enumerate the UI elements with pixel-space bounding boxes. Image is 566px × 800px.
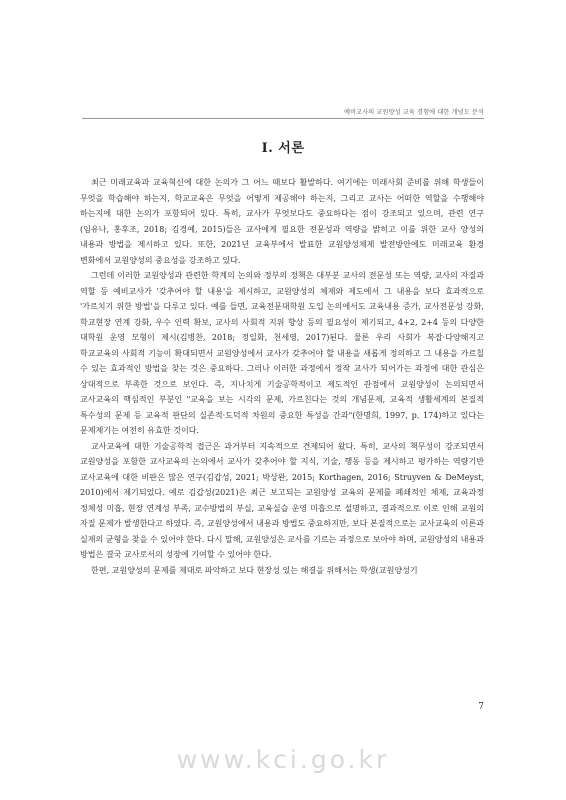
paragraph-3: 교사교육에 대한 기술공학적 접근은 과거부터 지속적으로 견제되어 왔다. 특히, 교사의 책무성이 강조되면서 교원양성을 포함한 교사교육의 논의에서 교사가 갖추어야 할 지식, 기술, 행동 등을 제시하고 평가하는 역량기반 교사교육에 대한 비판은 많은 연구(김갑성, 2021; 박상완, 2015; Korthagen, 2016; Struyven & DeMeyst, 2010)에서 제기되었다. 예로 김갑성(2021)은 최근 보고되는 교원양성 교육의 문제를 폐쇄적인 체제, 교육과정 정체성 미흡, 현장 연계성 부족, 교수방법의 부실, 교육실습 운영 미흡으로 설명하고, 결과적으로 이로 인해 교원의 자질 문제가 발생한다고 하였다. 즉, 교원양성에서 내용과 방법도 중요하지만, 보다 본질적으로는 교사교육의 이론과 실제의 균형을 찾을 수 있어야 한다. 다시 말해, 교원양성은 교사를 기르는 과정으로 보아야 하며, 교원양성의 내용과 방법은 결국 교사로서의 성장에 기여할 수 있어야 한다. bbox=[80, 441, 484, 559]
running-header: 예비교사의 교원양성 교육 경험에 대한 개념도 분석 bbox=[343, 109, 484, 116]
body-text bbox=[80, 175, 484, 578]
paragraph-1: 최근 미래교육과 교육혁신에 대한 논의가 그 어느 때보다 활발하다. 여기에는 미래사회 준비를 위해 학생들이 무엇을 학습해야 하는지, 학교교육은 무엇을 어떻게 제공해야 하는지, 그리고 교사는 어떠한 역할을 수행해야 하는지에 대한 논의가 포함되어 있다. 특히, 교사가 무엇보다도 중요하다는 점이 강조되고 있으며, 관련 연구(임유나, 홍후조, 2018; 김경예, 2015)들은 교사에게 필요한 전문성과 역량을 밝히고 이를 위한 교사 양성의 내용과 방법을 제시하고 있다. 또한, 2021년 교육부에서 발표한 교원양성체제 발전방안에도 미래교육 환경 변화에서 교원양성의 중요성을 강조하고 있다. bbox=[80, 178, 484, 265]
header-rule bbox=[82, 118, 484, 119]
page-number: 7 bbox=[478, 702, 484, 712]
section-title: Ⅰ. 서론 bbox=[261, 141, 305, 156]
watermark: www.kci.go.kr bbox=[176, 745, 390, 774]
paragraph-4: 한편, 교원양성의 문제를 제대로 파악하고 보다 현장성 있는 해결을 위해서는 학생(교원양성기 bbox=[91, 565, 418, 575]
paragraph-2: 그런데 이러한 교원양성과 관련한 학계의 논의와 정부의 정책은 대부분 교사의 전문성 또는 역량, 교사의 자질과 역할 등 예비교사가 '갖추어야 할 내용'을 제시하고, 교원양성의 체제와 제도에서 그 내용을 보다 효과적으로 '가르치기 위한 방법'을 다루고 있다. 예를 들면, 교육전문대학원 도입 논의에서도 교육내용 증가, 교사전문성 강화, 학교현장 연계 강화, 우수 인력 확보, 교사의 사회적 지위 향상 등의 필요성이 제기되고, 4+2, 2+4 등의 다양한 대학원 운영 모형이 제시(김병찬, 2018; 정일화, 천세영, 2017)된다. 물론 우리 사회가 복잡·다양해지고 학교교육의 사회적 기능이 확대되면서 교원양성에서 교사가 갖추어야 할 내용을 새롭게 정의하고 그 내용을 가르칠 수 있는 효과적인 방법을 찾는 것은 중요하다. 그러나 이러한 과정에서 정작 교사가 되어가는 과정에 대한 관심은 상대적으로 부족한 것으로 보인다. 즉, 지나치게 기술공학적이고 제도적인 관점에서 교원양성이 논의되면서 교사교육의 핵심적인 부분인 "교육을 보는 시각의 문제, 가르친다는 것의 개념문제, 교육적 생활세계의 본질적 특수성의 문제 등 교육적 판단의 실존적·도덕적 차원의 중요한 특성을 간과"(한명희, 1997, p. 174)하고 있다는 문제제기는 여전히 유효한 것이다. bbox=[80, 271, 484, 435]
